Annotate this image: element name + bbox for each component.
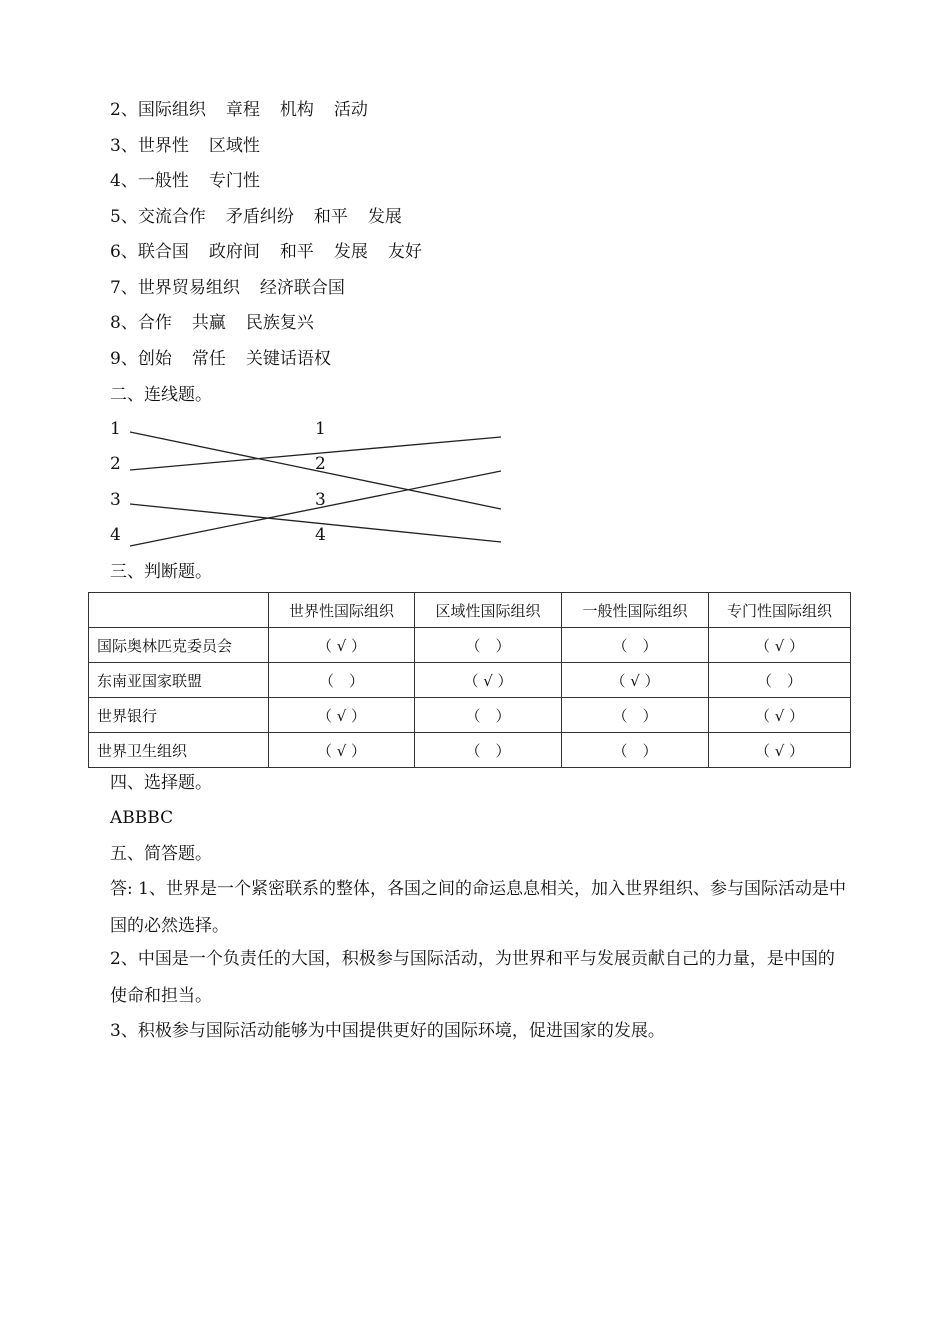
- answer-item: 机构: [279, 100, 314, 120]
- row-label: 世界银行: [89, 698, 269, 733]
- judgement-cell: （ ）: [269, 663, 415, 698]
- answer-item: 世界性: [137, 135, 189, 156]
- right-item-number: 2: [315, 454, 326, 474]
- answer-item: 活动: [333, 100, 368, 120]
- short-answer-2: 2、中国是一个负责任的大国，积极参与国际活动，为世界和平与发展贡献自己的力量，是中国的使命和担当。: [110, 949, 835, 1006]
- answer-item: 经济联合国: [259, 277, 345, 298]
- right-item-number: 4: [315, 525, 326, 545]
- judgement-cell: （ √ ）: [269, 698, 415, 733]
- row-label: 国际奥林匹克委员会: [89, 628, 269, 663]
- answer-item: 专门性: [208, 171, 260, 191]
- judgement-cell: （ ）: [415, 733, 562, 768]
- judgement-cell: （ ）: [562, 733, 709, 768]
- judgement-cell: （ √ ）: [709, 733, 851, 768]
- answer-item: 一般性: [137, 171, 189, 191]
- header-cell: 区域性国际组织: [415, 593, 562, 628]
- judgement-cell: （ √ ）: [415, 663, 562, 698]
- answer-item: 常任: [191, 348, 226, 369]
- answer-number: 6、: [110, 242, 138, 262]
- answer-number: 2、: [110, 100, 138, 120]
- judgement-cell: （ √ ）: [709, 698, 851, 733]
- left-item-number: 1: [110, 419, 121, 439]
- section-4-title: 四、选择题。: [110, 773, 212, 793]
- answer-number: 4、: [110, 171, 138, 191]
- judgement-cell: （ ）: [562, 628, 709, 663]
- answer-item: 矛盾纠纷: [225, 206, 294, 227]
- judgement-cell: （ √ ）: [269, 733, 415, 768]
- judgement-cell: （ √ ）: [269, 628, 415, 663]
- choice-answer: ABBBC: [110, 808, 174, 828]
- judgement-table: [88, 592, 851, 768]
- answer-item: 国际组织: [137, 100, 206, 120]
- answer-number: 8、: [110, 313, 138, 333]
- judgement-cell: （ √ ）: [562, 663, 709, 698]
- left-item-number: 2: [110, 454, 121, 474]
- table-header-row: [89, 593, 851, 628]
- section-3-title: 三、判断题。: [110, 562, 212, 582]
- answer-item: 和平: [279, 242, 314, 262]
- answer-item: 民族复兴: [245, 313, 314, 333]
- matching-lines: [0, 0, 950, 560]
- left-item-number: 3: [110, 490, 121, 510]
- header-cell: 专门性国际组织: [709, 593, 851, 628]
- row-label: 东南亚国家联盟: [89, 663, 269, 698]
- answer-item: 和平: [313, 206, 348, 227]
- answer-item: 区域性: [208, 135, 260, 156]
- judgement-cell: （ ）: [709, 663, 851, 698]
- judgement-cell: （ √ ）: [709, 628, 851, 663]
- judgement-cell: （ ）: [562, 698, 709, 733]
- answer-item: 友好: [387, 242, 422, 262]
- answer-item: 共赢: [191, 313, 226, 333]
- header-cell: 一般性国际组织: [562, 593, 709, 628]
- answer-number: 3、: [110, 135, 138, 156]
- answer-item: 发展: [333, 242, 368, 262]
- answer-number: 9、: [110, 348, 138, 369]
- table-row: [89, 698, 851, 733]
- answer-item: 创始: [137, 348, 172, 369]
- answer-number: 5、: [110, 206, 138, 227]
- answer-item: 联合国: [137, 242, 189, 262]
- header-cell: 世界性国际组织: [269, 593, 415, 628]
- answer-item: 关键话语权: [245, 348, 331, 369]
- answer-item: 政府间: [208, 242, 260, 262]
- answer-number: 7、: [110, 277, 138, 298]
- row-label: 世界卫生组织: [89, 733, 269, 768]
- judgement-cell: （ ）: [415, 628, 562, 663]
- table-row: [89, 733, 851, 768]
- table-row: [89, 628, 851, 663]
- header-cell: [89, 593, 269, 628]
- answer-item: 发展: [367, 206, 402, 227]
- table-row: [89, 663, 851, 698]
- answer-item: 交流合作: [137, 206, 206, 227]
- judgement-cell: （ ）: [415, 698, 562, 733]
- answer-item: 合作: [137, 313, 172, 333]
- right-item-number: 3: [315, 490, 326, 510]
- section-2-title: 二、连线题。: [110, 385, 212, 405]
- answer-item: 章程: [225, 100, 260, 120]
- short-answer-1: 答: 1、世界是一个紧密联系的整体，各国之间的命运息息相关，加入世界组织、参与国际活动是中国的必然选择。: [110, 879, 846, 936]
- left-item-number: 4: [110, 525, 121, 545]
- short-answer-3: 3、积极参与国际活动能够为中国提供更好的国际环境，促进国家的发展。: [110, 1021, 665, 1041]
- section-5-title: 五、简答题。: [110, 844, 212, 864]
- answer-item: 世界贸易组织: [137, 277, 240, 298]
- right-item-number: 1: [315, 419, 326, 439]
